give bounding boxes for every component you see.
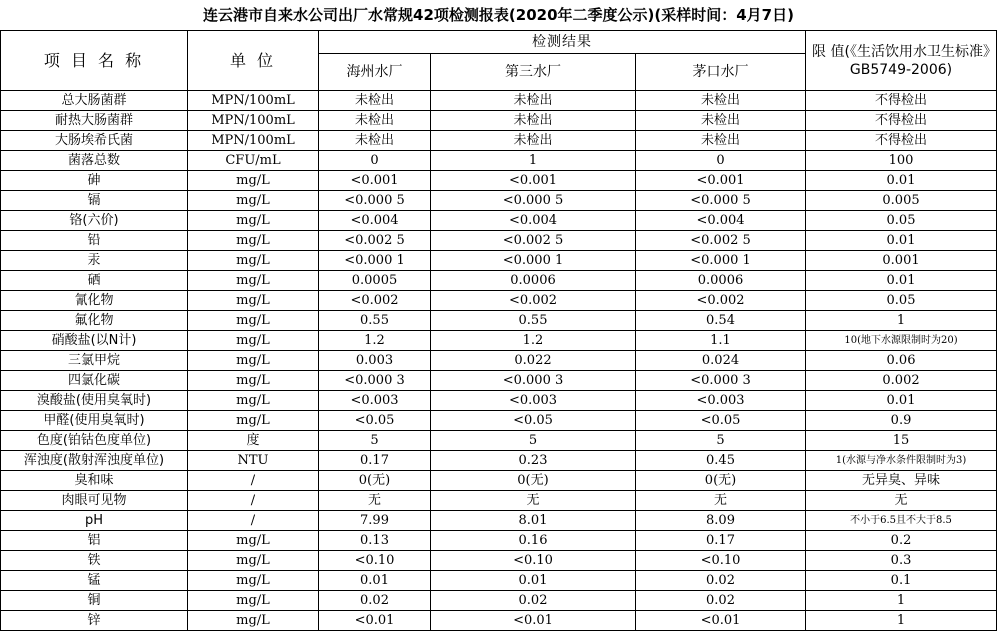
unit-cell: mg/L — [188, 231, 319, 251]
disan-value-cell: 0.02 — [431, 591, 636, 611]
unit-cell: mg/L — [188, 271, 319, 291]
disan-value-cell: <0.004 — [431, 211, 636, 231]
haizhou-value-cell: <0.10 — [319, 551, 431, 571]
disan-value-cell: <0.05 — [431, 411, 636, 431]
table-row — [1, 551, 997, 571]
header-limit: 限 值(《生活饮用水卫生标准》GB5749-2006) — [806, 31, 997, 91]
disan-value-cell: 未检出 — [431, 131, 636, 151]
item-name-cell: 肉眼可见物 — [1, 491, 188, 511]
haizhou-value-cell: 0.55 — [319, 311, 431, 331]
unit-cell: 度 — [188, 431, 319, 451]
haizhou-value-cell: <0.000 5 — [319, 191, 431, 211]
maokou-value-cell: <0.10 — [636, 551, 806, 571]
limit-cell: 无 — [806, 491, 997, 511]
disan-value-cell: 1.2 — [431, 331, 636, 351]
table-row — [1, 91, 997, 111]
maokou-value-cell: <0.000 1 — [636, 251, 806, 271]
disan-value-cell: 0.01 — [431, 571, 636, 591]
disan-value-cell: 未检出 — [431, 91, 636, 111]
header-plant-disan: 第三水厂 — [431, 54, 636, 91]
item-name-cell: pH — [1, 511, 188, 531]
limit-cell: 无异臭、异味 — [806, 471, 997, 491]
haizhou-value-cell: <0.000 1 — [319, 251, 431, 271]
haizhou-value-cell: 无 — [319, 491, 431, 511]
header-plant-maokou: 茅口水厂 — [636, 54, 806, 91]
item-name-cell: 硝酸盐(以N计) — [1, 331, 188, 351]
disan-value-cell: 未检出 — [431, 111, 636, 131]
haizhou-value-cell: 未检出 — [319, 131, 431, 151]
maokou-value-cell: 0.02 — [636, 591, 806, 611]
limit-cell: 15 — [806, 431, 997, 451]
table-row — [1, 571, 997, 591]
table-row — [1, 371, 997, 391]
haizhou-value-cell: <0.002 — [319, 291, 431, 311]
limit-cell: 1(水源与净水条件限制时为3) — [806, 451, 997, 471]
table-row — [1, 311, 997, 331]
limit-cell: 100 — [806, 151, 997, 171]
unit-cell: mg/L — [188, 311, 319, 331]
disan-value-cell: 0.022 — [431, 351, 636, 371]
item-name-cell: 总大肠菌群 — [1, 91, 188, 111]
table-row — [1, 531, 997, 551]
unit-cell: mg/L — [188, 351, 319, 371]
table-row — [1, 111, 997, 131]
item-name-cell: 硒 — [1, 271, 188, 291]
haizhou-value-cell: <0.01 — [319, 611, 431, 631]
disan-value-cell: 0.16 — [431, 531, 636, 551]
unit-cell: mg/L — [188, 191, 319, 211]
disan-value-cell: 0.23 — [431, 451, 636, 471]
maokou-value-cell: 1.1 — [636, 331, 806, 351]
maokou-value-cell: <0.01 — [636, 611, 806, 631]
table-row — [1, 331, 997, 351]
haizhou-value-cell: <0.003 — [319, 391, 431, 411]
limit-cell: 不得检出 — [806, 131, 997, 151]
table-row — [1, 171, 997, 191]
header-row-1 — [1, 31, 997, 54]
haizhou-value-cell: 0(无) — [319, 471, 431, 491]
maokou-value-cell: 未检出 — [636, 111, 806, 131]
maokou-value-cell: <0.000 5 — [636, 191, 806, 211]
maokou-value-cell: 8.09 — [636, 511, 806, 531]
haizhou-value-cell: <0.05 — [319, 411, 431, 431]
item-name-cell: 氰化物 — [1, 291, 188, 311]
unit-cell: mg/L — [188, 331, 319, 351]
table-row — [1, 291, 997, 311]
maokou-value-cell: <0.003 — [636, 391, 806, 411]
item-name-cell: 臭和味 — [1, 471, 188, 491]
limit-cell: 0.01 — [806, 231, 997, 251]
disan-value-cell: 无 — [431, 491, 636, 511]
maokou-value-cell: 未检出 — [636, 131, 806, 151]
item-name-cell: 铜 — [1, 591, 188, 611]
item-name-cell: 菌落总数 — [1, 151, 188, 171]
table-row — [1, 191, 997, 211]
haizhou-value-cell: <0.002 5 — [319, 231, 431, 251]
disan-value-cell: 1 — [431, 151, 636, 171]
disan-value-cell: 8.01 — [431, 511, 636, 531]
item-name-cell: 砷 — [1, 171, 188, 191]
item-name-cell: 耐热大肠菌群 — [1, 111, 188, 131]
table-row — [1, 391, 997, 411]
item-name-cell: 溴酸盐(使用臭氧时) — [1, 391, 188, 411]
table-row — [1, 151, 997, 171]
disan-value-cell: <0.002 5 — [431, 231, 636, 251]
header-unit: 单 位 — [188, 31, 319, 91]
item-name-cell: 大肠埃希氏菌 — [1, 131, 188, 151]
unit-cell: mg/L — [188, 391, 319, 411]
limit-cell: 不小于6.5且不大于8.5 — [806, 511, 997, 531]
maokou-value-cell: 0.02 — [636, 571, 806, 591]
table-row — [1, 471, 997, 491]
unit-cell: mg/L — [188, 411, 319, 431]
maokou-value-cell: 5 — [636, 431, 806, 451]
maokou-value-cell: <0.001 — [636, 171, 806, 191]
haizhou-value-cell: 0.13 — [319, 531, 431, 551]
limit-cell: 不得检出 — [806, 111, 997, 131]
unit-cell: mg/L — [188, 551, 319, 571]
maokou-value-cell: 无 — [636, 491, 806, 511]
disan-value-cell: <0.002 — [431, 291, 636, 311]
report-title: 连云港市自来水公司出厂水常规42项检测报表(2020年二季度公示)(采样时间：4月7日) — [203, 6, 794, 24]
limit-cell: 0.2 — [806, 531, 997, 551]
limit-cell: 0.1 — [806, 571, 997, 591]
limit-cell: 1 — [806, 611, 997, 631]
table-row — [1, 491, 997, 511]
maokou-value-cell: 0.0006 — [636, 271, 806, 291]
unit-cell: / — [188, 471, 319, 491]
unit-cell: NTU — [188, 451, 319, 471]
table-row — [1, 431, 997, 451]
haizhou-value-cell: 0.003 — [319, 351, 431, 371]
item-name-cell: 锌 — [1, 611, 188, 631]
unit-cell: mg/L — [188, 211, 319, 231]
limit-cell: 0.9 — [806, 411, 997, 431]
haizhou-value-cell: 0.0005 — [319, 271, 431, 291]
haizhou-value-cell: 0 — [319, 151, 431, 171]
disan-value-cell: <0.01 — [431, 611, 636, 631]
table-row — [1, 271, 997, 291]
haizhou-value-cell: <0.001 — [319, 171, 431, 191]
item-name-cell: 浑浊度(散射浑浊度单位) — [1, 451, 188, 471]
table-row — [1, 451, 997, 471]
item-name-cell: 铝 — [1, 531, 188, 551]
haizhou-value-cell: <0.000 3 — [319, 371, 431, 391]
maokou-value-cell: <0.004 — [636, 211, 806, 231]
disan-value-cell: <0.000 1 — [431, 251, 636, 271]
haizhou-value-cell: 7.99 — [319, 511, 431, 531]
limit-cell: 不得检出 — [806, 91, 997, 111]
item-name-cell: 锰 — [1, 571, 188, 591]
unit-cell: mg/L — [188, 291, 319, 311]
item-name-cell: 氟化物 — [1, 311, 188, 331]
item-name-cell: 四氯化碳 — [1, 371, 188, 391]
table-row — [1, 211, 997, 231]
haizhou-value-cell: 0.17 — [319, 451, 431, 471]
unit-cell: MPN/100mL — [188, 111, 319, 131]
maokou-value-cell: 0(无) — [636, 471, 806, 491]
haizhou-value-cell: 5 — [319, 431, 431, 451]
maokou-value-cell: <0.002 5 — [636, 231, 806, 251]
maokou-value-cell: 0.024 — [636, 351, 806, 371]
unit-cell: mg/L — [188, 251, 319, 271]
header-plant-haizhou: 海州水厂 — [319, 54, 431, 91]
table-row — [1, 511, 997, 531]
haizhou-value-cell: 未检出 — [319, 91, 431, 111]
table-row — [1, 591, 997, 611]
disan-value-cell: 0.0006 — [431, 271, 636, 291]
maokou-value-cell: <0.05 — [636, 411, 806, 431]
unit-cell: mg/L — [188, 611, 319, 631]
haizhou-value-cell: <0.004 — [319, 211, 431, 231]
header-results: 检测结果 — [319, 31, 806, 54]
disan-value-cell: <0.000 5 — [431, 191, 636, 211]
disan-value-cell: 5 — [431, 431, 636, 451]
maokou-value-cell: 0.45 — [636, 451, 806, 471]
table-row — [1, 131, 997, 151]
unit-cell: / — [188, 491, 319, 511]
item-name-cell: 色度(铂钴色度单位) — [1, 431, 188, 451]
maokou-value-cell: 0 — [636, 151, 806, 171]
limit-cell: 0.05 — [806, 291, 997, 311]
haizhou-value-cell: 未检出 — [319, 111, 431, 131]
limit-cell: 0.002 — [806, 371, 997, 391]
limit-cell: 0.01 — [806, 271, 997, 291]
item-name-cell: 甲醛(使用臭氧时) — [1, 411, 188, 431]
unit-cell: mg/L — [188, 531, 319, 551]
maokou-value-cell: <0.002 — [636, 291, 806, 311]
table-row — [1, 231, 997, 251]
limit-cell: 0.3 — [806, 551, 997, 571]
haizhou-value-cell: 1.2 — [319, 331, 431, 351]
disan-value-cell: 0(无) — [431, 471, 636, 491]
maokou-value-cell: 未检出 — [636, 91, 806, 111]
limit-cell: 1 — [806, 591, 997, 611]
limit-cell: 0.01 — [806, 171, 997, 191]
disan-value-cell: <0.001 — [431, 171, 636, 191]
haizhou-value-cell: 0.02 — [319, 591, 431, 611]
item-name-cell: 铬(六价) — [1, 211, 188, 231]
unit-cell: mg/L — [188, 371, 319, 391]
maokou-value-cell: 0.17 — [636, 531, 806, 551]
limit-cell: 0.05 — [806, 211, 997, 231]
unit-cell: / — [188, 511, 319, 531]
disan-value-cell: <0.003 — [431, 391, 636, 411]
disan-value-cell: <0.000 3 — [431, 371, 636, 391]
unit-cell: mg/L — [188, 591, 319, 611]
limit-cell: 1 — [806, 311, 997, 331]
item-name-cell: 铅 — [1, 231, 188, 251]
header-item-name: 项 目 名 称 — [1, 31, 188, 91]
unit-cell: mg/L — [188, 571, 319, 591]
unit-cell: MPN/100mL — [188, 131, 319, 151]
table-row — [1, 251, 997, 271]
table-body — [1, 91, 997, 631]
maokou-value-cell: <0.000 3 — [636, 371, 806, 391]
unit-cell: MPN/100mL — [188, 91, 319, 111]
item-name-cell: 汞 — [1, 251, 188, 271]
limit-cell: 0.01 — [806, 391, 997, 411]
limit-cell: 10(地下水源限制时为20) — [806, 331, 997, 351]
limit-cell: 0.001 — [806, 251, 997, 271]
item-name-cell: 镉 — [1, 191, 188, 211]
report-table — [0, 30, 997, 631]
table-row — [1, 351, 997, 371]
table-row — [1, 411, 997, 431]
item-name-cell: 铁 — [1, 551, 188, 571]
maokou-value-cell: 0.54 — [636, 311, 806, 331]
haizhou-value-cell: 0.01 — [319, 571, 431, 591]
unit-cell: mg/L — [188, 171, 319, 191]
disan-value-cell: 0.55 — [431, 311, 636, 331]
unit-cell: CFU/mL — [188, 151, 319, 171]
limit-cell: 0.06 — [806, 351, 997, 371]
disan-value-cell: <0.10 — [431, 551, 636, 571]
limit-cell: 0.005 — [806, 191, 997, 211]
item-name-cell: 三氯甲烷 — [1, 351, 188, 371]
